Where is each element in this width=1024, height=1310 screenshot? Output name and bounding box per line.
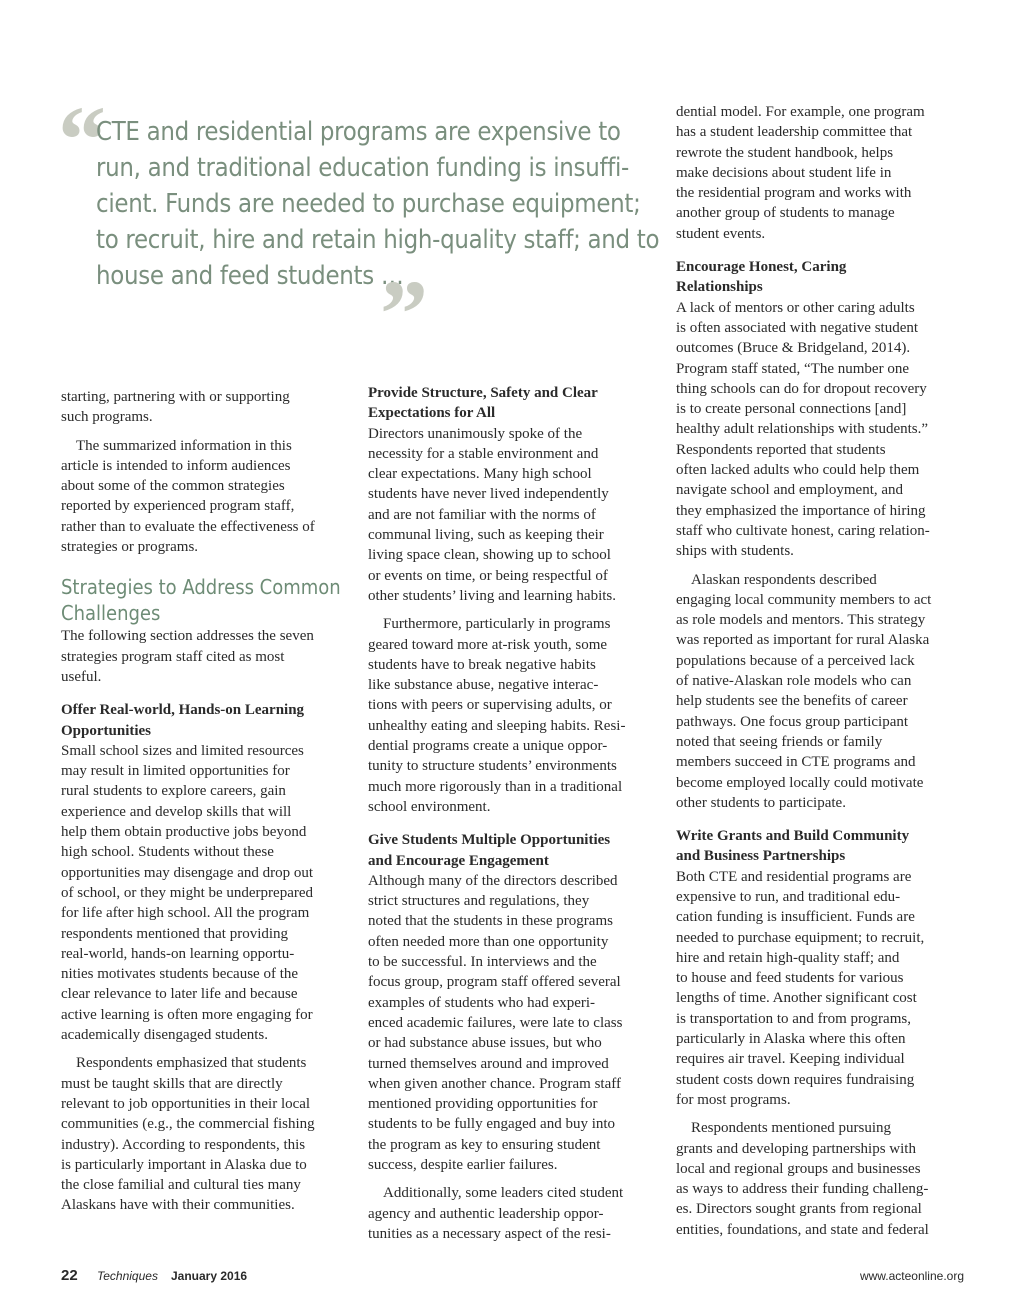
text-line: has a student leadership committee that (676, 124, 913, 141)
text-line: Directors unanimously spoke of the (368, 425, 583, 442)
text-line: dential programs create a unique oppor- (368, 738, 608, 755)
text-line: industry). According to respondents, this (61, 1136, 306, 1153)
text-line: Offer Real-world, Hands-on Learning (61, 702, 305, 719)
text-line: much more rigorously than in a traditional (368, 778, 623, 795)
text-line: high school. Students without these (61, 844, 274, 861)
text-line: other students to participate. (676, 794, 846, 811)
paragraph (61, 387, 353, 428)
text-line: Expectations for All (368, 405, 496, 422)
pull-quote-line: house and feed students … (96, 261, 404, 291)
text-line: academically disengaged students. (61, 1027, 269, 1044)
text-line: Challenges (61, 601, 161, 626)
text-line: make decisions about student life in (676, 164, 892, 181)
text-line: healthy adult relationships with students.” (676, 421, 929, 438)
text-line: Program staff stated, “The number one (676, 360, 909, 377)
text-line: student events. (676, 225, 766, 242)
text-line: clear relevance to later life and because (61, 986, 298, 1003)
text-line: focus group, program staff offered several (368, 974, 621, 991)
text-line: often needed more than one opportunity (368, 933, 609, 950)
text-line: students have to break negative habits (368, 656, 596, 673)
text-line: or had substance abuse issues, but who (368, 1035, 602, 1052)
text-line: staff who cultivate honest, caring relation- (676, 522, 930, 539)
text-line: Respondents emphasized that students (76, 1055, 307, 1072)
text-line: The following section addresses the seven (61, 628, 314, 645)
text-line: pathways. One focus group participant (676, 713, 909, 730)
text-line: student costs down requires fundraising (676, 1071, 915, 1088)
text-line: dential model. For example, one program (676, 104, 925, 120)
text-line: as role models and mentors. This strategy (676, 612, 926, 629)
text-line: often lacked adults who could help them (676, 462, 920, 479)
close-quote-icon: ” (380, 260, 428, 367)
paragraph (368, 614, 660, 817)
pull-quote-line: CTE and residential programs are expensive to (96, 117, 621, 147)
text-line: to house and feed students for various (676, 970, 904, 987)
paragraph (368, 424, 660, 607)
magazine-name: Techniques (97, 1269, 158, 1283)
text-line: like substance abuse, negative interac- (368, 677, 599, 694)
text-line: communities (e.g., the commercial fishing (61, 1116, 315, 1133)
text-line: or events on time, or being respectful of (368, 567, 608, 584)
text-line: tions with peers or supervising adults, or (368, 697, 612, 714)
text-line: navigate school and employment, and (676, 482, 904, 499)
text-line: communal living, such as keeping their (368, 527, 604, 544)
paragraph (676, 298, 968, 562)
pull-quote-line: run, and traditional education funding is insuffi- (96, 153, 630, 183)
column-3 (676, 102, 968, 1240)
paragraph (61, 436, 353, 558)
text-line: and Business Partnerships (676, 848, 846, 865)
text-line: entities, foundations, and state and federal (676, 1221, 929, 1238)
paragraph (61, 626, 353, 687)
text-line: opportunities may disengage and drop out (61, 864, 314, 881)
paragraph (676, 867, 968, 1111)
text-line: ships with students. (676, 543, 794, 560)
text-line: Give Students Multiple Opportunities (368, 832, 611, 849)
text-line: clear expectations. Many high school (368, 466, 592, 483)
text-line: other students’ living and learning habits. (368, 587, 617, 604)
pull-quote-line: to recruit, hire and retain high-quality staff; and to (96, 225, 660, 255)
pull-quote-text (96, 114, 660, 294)
text-line: is transportation to and from programs, (676, 1010, 911, 1027)
paragraph (676, 1118, 968, 1240)
text-line: respondents mentioned that providing (61, 925, 289, 942)
text-line: Both CTE and residential programs are (676, 868, 912, 885)
paragraph (676, 570, 968, 814)
text-line: lengths of time. Another significant cost (676, 990, 917, 1007)
text-line: Respondents mentioned pursuing (691, 1120, 891, 1137)
text-line: may result in limited opportunities for (61, 763, 290, 780)
text-line: the program as key to ensuring student (368, 1136, 601, 1153)
paragraph (368, 871, 660, 1175)
text-line: experience and develop skills that will (61, 803, 292, 820)
text-line: rewrote the student handbook, helps (676, 144, 894, 161)
text-line: Provide Structure, Safety and Clear (368, 385, 598, 401)
text-line: they emphasized the importance of hiring (676, 502, 926, 519)
text-line: rural students to explore careers, gain (61, 783, 286, 800)
section-title (61, 574, 353, 626)
text-line: success, despite earlier failures. (368, 1156, 558, 1173)
page-footer (61, 1266, 964, 1286)
text-line: outcomes (Bruce & Bridgeland, 2014). (676, 340, 911, 357)
text-line: turned themselves around and improved (368, 1055, 609, 1072)
text-line: Respondents reported that students (676, 441, 886, 458)
text-line: Alaskan respondents described (691, 571, 877, 588)
text-line: tunity to structure students’ environments (368, 758, 617, 775)
text-line: Small school sizes and limited resources (61, 742, 304, 759)
website-url: www.acteonline.org (859, 1269, 964, 1283)
text-line: thing schools can do for dropout recovery (676, 380, 927, 397)
text-line: Opportunities (61, 722, 152, 739)
text-line: noted that the students in these programs (368, 913, 613, 930)
text-line: Furthermore, particularly in programs (383, 616, 611, 633)
text-line: noted that seeing friends or family (676, 733, 883, 750)
text-line: strategies or programs. (61, 539, 199, 556)
text-line: is to create personal connections [and] (676, 401, 907, 418)
subheading (676, 257, 968, 298)
text-line: for most programs. (676, 1091, 791, 1108)
open-quote-icon: “ (58, 86, 106, 193)
text-line: rather than to evaluate the effectiveness of (61, 518, 315, 535)
paragraph (368, 1183, 660, 1244)
text-line: article is intended to inform audiences (61, 457, 291, 474)
text-line: relevant to job opportunities in their local (61, 1095, 311, 1112)
text-line: another group of students to manage (676, 205, 895, 222)
text-line: Although many of the directors described (368, 872, 618, 889)
text-line: and are not familiar with the norms of (368, 506, 596, 523)
text-line: local and regional groups and businesses (676, 1160, 921, 1177)
text-line: for life after high school. All the program (61, 905, 310, 922)
pull-quote-line: cient. Funds are needed to purchase equipment; (96, 189, 641, 219)
text-line: real-world, hands-on learning opportu- (61, 945, 295, 962)
text-line: Alaskans have with their communities. (61, 1197, 295, 1214)
column-1 (61, 387, 353, 1216)
text-line: become employed locally could motivate (676, 774, 924, 791)
text-line: help them obtain productive jobs beyond (61, 824, 307, 841)
text-line: requires air travel. Keeping individual (676, 1051, 905, 1068)
text-line: unhealthy eating and sleeping habits. Resi- (368, 717, 626, 734)
text-line: active learning is often more engaging for (61, 1006, 313, 1023)
text-line: must be taught skills that are directly (61, 1075, 283, 1092)
text-line: Write Grants and Build Community (676, 828, 910, 845)
text-line: help students see the benefits of career (676, 693, 908, 710)
paragraph (676, 102, 968, 244)
text-line: agency and authentic leadership oppor- (368, 1205, 604, 1222)
text-line: about some of the common strategies (61, 478, 285, 495)
text-line: engaging local community members to act (676, 591, 932, 608)
text-line: grants and developing partnerships with (676, 1140, 916, 1157)
text-line: examples of students who had experi- (368, 994, 596, 1011)
text-line: expensive to run, and traditional edu- (676, 888, 901, 905)
text-line: cation funding is insufficient. Funds are (676, 909, 915, 926)
text-line: living space clean, showing up to school (368, 547, 611, 564)
subheading (61, 700, 353, 741)
text-line: the close familial and cultural ties many (61, 1177, 301, 1194)
text-line: nities motivates students because of the (61, 966, 299, 983)
text-line: geared toward more at-risk youth, some (368, 636, 608, 653)
pull-quote (58, 86, 660, 367)
text-line: when given another chance. Program staff (368, 1075, 621, 1092)
subheading (676, 826, 968, 867)
text-line: tunities as a necessary aspect of the resi- (368, 1225, 611, 1242)
text-line: Additionally, some leaders cited student (383, 1185, 624, 1202)
text-line: starting, partnering with or supporting (61, 389, 290, 405)
subheading (368, 383, 660, 424)
text-line: useful. (61, 668, 102, 685)
text-line: hire and retain high-quality staff; and (676, 949, 900, 966)
text-line: as ways to address their funding challeng- (676, 1181, 929, 1198)
text-line: students to be fully engaged and buy into (368, 1116, 616, 1133)
text-line: The summarized information in this (76, 437, 292, 454)
text-line: necessity for a stable environment and (368, 445, 599, 462)
text-line: Strategies to Address Common (61, 575, 341, 600)
column-2 (368, 383, 660, 1244)
text-line: es. Directors sought grants from regional (676, 1201, 922, 1218)
page-number: 22 (61, 1267, 78, 1284)
text-line: of native-Alaskan role models who can (676, 673, 912, 690)
text-line: reported by experienced program staff, (61, 498, 295, 515)
text-line: such programs. (61, 409, 153, 426)
text-line: the residential program and works with (676, 185, 912, 202)
subheading (368, 830, 660, 871)
text-line: was reported as important for rural Alaska (676, 632, 930, 649)
text-line: students have never lived independently (368, 486, 609, 503)
text-line: Relationships (676, 279, 763, 296)
text-line: and Encourage Engagement (368, 852, 549, 869)
issue-date: January 2016 (171, 1269, 248, 1283)
paragraph (61, 1053, 353, 1215)
text-line: is often associated with negative student (676, 319, 919, 336)
text-line: strategies program staff cited as most (61, 648, 285, 665)
text-line: Encourage Honest, Caring (676, 259, 847, 276)
paragraph (61, 741, 353, 1045)
text-line: of school, or they might be underprepared (61, 884, 314, 901)
text-line: populations because of a perceived lack (676, 652, 915, 669)
text-line: A lack of mentors or other caring adults (676, 299, 915, 316)
text-line: mentioned providing opportunities for (368, 1096, 598, 1113)
text-line: strict structures and regulations, they (368, 893, 590, 910)
text-line: enced academic failures, were late to class (368, 1014, 623, 1031)
text-line: needed to purchase equipment; to recruit, (676, 929, 925, 946)
text-line: members succeed in CTE programs and (676, 754, 916, 771)
text-line: is particularly important in Alaska due to (61, 1156, 307, 1173)
text-line: particularly in Alaska where this often (676, 1031, 906, 1048)
text-line: school environment. (368, 798, 491, 815)
text-line: to be successful. In interviews and the (368, 954, 597, 971)
